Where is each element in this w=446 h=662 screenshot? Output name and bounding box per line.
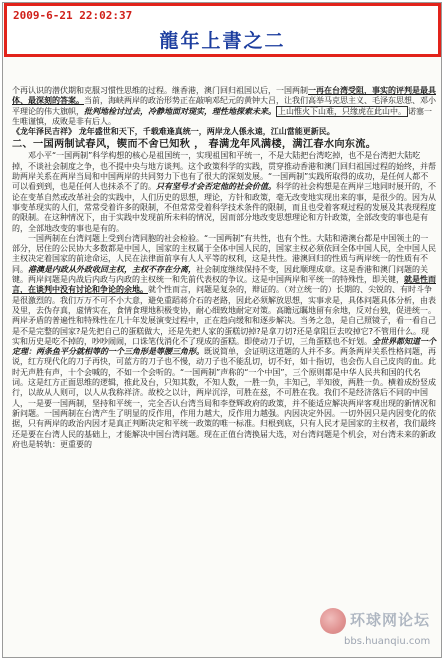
text-run: 既说简单，会证明这道题的人并不多。两条两岸关系性格问题，再说，红方现代化的刀子再快，可蓝方的刀子也不慢，动刀子也不能乱切，切不好，如十指切，也会伤人自己皮肉的血。此时无声胜有声，十个会喊的，不如一个会听的。“一国两制”声称的“一个中国”，三个原则都是中华人民共和国的代名词。这是红方正面思维的逻辑，推此及台，只知其数，不知人数，一胜一负，丰知己，半知彼，两胜一负。横着成纷竖成行，以故从人则可，以人从我称祥济。故校之以计，两岸沉浮，可胜在兹，不可胜在我。我们不是经济落后不同的中国人，一是要一国两制，坚持和平统一，完全否认台湾当局和李登辉政府的政策，并不能适应解决两岸客观出现的新情况和新问题。一国两制在台湾产生了明显的反作用，作用力越大，反作用力越强。内因决定外因。一切外因只是内因变化的依据，只有两岸的政治内因才是真正判断决定和平统一政策的唯一标准。归根到底，只有人民才是国家的主权者，我们最终还是要在台湾人民的基础上，才能解决中国台湾问题。现在正值台湾换届大选，对台湾问题是个机会，对台湾未来的新政府也是转轨：更重要的: [12, 347, 436, 449]
text-run: 港澳是内政从外政收回主权，主权不存在分离，: [28, 264, 196, 274]
text-run: 个再认识的潜伏期和克服习惯性思维的过程。继香港，澳门回归祖国以后，一国两制: [12, 86, 308, 95]
article-paragraph-2: [12, 151, 436, 233]
text-run: 一再在台湾受阻，事实的评判是最具体、最深刻的答案。: [12, 86, 436, 106]
article-paragraph-1: [12, 86, 436, 127]
text-run: 上山惟火下山难，只缘虎在此山中。: [278, 106, 406, 116]
article-paragraph-3: [12, 234, 436, 450]
huanqiu-globe-icon: [320, 608, 346, 634]
article-section-heading: 二、一国两制试春风，锲而不舍已知秋 ， 春满龙年风满楼，满江春水向东流。: [12, 138, 377, 151]
text-run: 邓小平“一国两制”科学构想的核心是祖国统一，实现祖国和平统一，不是大陆把台湾吃掉，也不是台湾把大陆吃掉，不谈社会制度之争，也不提中央与地方谈判。这个政策科学的实践，贯穿推动香港和澳门回归祖国过程的始终，并帮助两岸关系在两岸当局和中国两岸的共同努力下也有了很大的深刻发展。“一国两制”实践所取得的成功，是任何人都不可以看到到，也是任何人也抹杀不了的。: [12, 151, 436, 192]
text-run: 科学的社会构想是在两岸三地同时展开的，不论在变革自然或改革社会的实践中，人们历史的思想，理论，方针和政策，毫无改变地实现出来的事，是很少的。因为从事变革现实的人们，常常受着许多的限制，不但常常受着科学技术条件的限制，而且也受着客观过程的发展及其表现程度的限制。在这种情况下，由于实践中发现前所未料的情况，因而部分地改变思想理论和方针政策，全部改变的事也是有的，全部地改变的事也是有的。: [12, 182, 436, 233]
text-run: 就是性而言，在谈判中没有讨论和争论的余地。: [12, 275, 436, 295]
post-header: [4, 3, 441, 57]
text-run: 就个性而言，问题是复杂的，辩证的。（对立统一的）长期的、尖锐的、有时斗争是很激烈的。我们万万不可不小大意，避免重蹈蒋介石的老路，因此必须解放思想，实事求是，具体问题具体分析，由表及里，去伪存真，虚情实在，食情食理地积极变协，耐心细致地耐定对策。高瞻远瞩地留有余地，反对台独，促进统一。两岸矛盾的普遍性和特殊性在几十年发展演变过程中，正在趋向缓和和逐步解决。当务之急，是自己照镜子，看一看自己是不是完整的国家?是先把自己的蛋糕做大，还是先把人家的蛋糕切掉?是拿刀切?还是拿阻巨去咬掉它?不管用什么。现实和历史是吃不掉的，吵吵闹闹，口诛笔伐消化不了现成的蛋糕。即使动刀子切，三角蛋糕也不好划。: [12, 285, 436, 346]
post-timestamp: 2009-6-21 22:02:37: [13, 9, 133, 22]
watermark-brand: 环球网论坛: [350, 611, 431, 629]
post-title: 龍年上書之二: [159, 30, 286, 52]
text-run: 一国两制在台湾问题上受到台湾同胞的社会检验。“一国两制”有共性，也有个性。大陆和港澳台都是中国领土的一部分，居住的公民协大多数都是中国人，国家的主权属于全体中国人民的，国家主权必须依回全体中国人民，全中国人民主权决定着国家的前途命运，人民在法律面前享有人人平等的权利，这是共性。港澳回归的性质与两岸统一的性质有不同。: [12, 233, 436, 274]
watermark-url: bbs.huanqiu.com: [344, 636, 431, 647]
text-run: 社会制度继续保持不变，因此顺理成章。这是香港和澳门问题的关键。两岸问题是内战后内政与内政的主权统一和先前代表权的争议。这是中国两岸和平统一的特殊性，即关键，: [12, 264, 428, 285]
text-run: 诺塞一生唯谨慎，成败是非有后人。: [12, 106, 432, 126]
text-run: 批判地检讨过去，冷静地面对现实，理性地探索未来。: [84, 106, 276, 116]
site-watermark: [320, 604, 440, 656]
text-run: 当前，海峡两岸的政治形势正在敲响邓纪元的黄钟大吕，让我们高举马克思主义、毛泽东思想、邓小平理论的伟大旗帜，: [12, 96, 436, 116]
article-poem-line: 《龙年泽民吉祥》 龙年盛世和天下，千载难逢真统一，两岸龙人係永遠，江山當能更新民。: [12, 127, 335, 137]
text-run: 全世界都知道一个定理：两条鱼平分就相等的一个三角形是等腰三角形。: [12, 336, 436, 357]
text-run: 只有坚号才会否定他的社会价值。: [156, 182, 276, 192]
scanned-article: [12, 86, 436, 450]
